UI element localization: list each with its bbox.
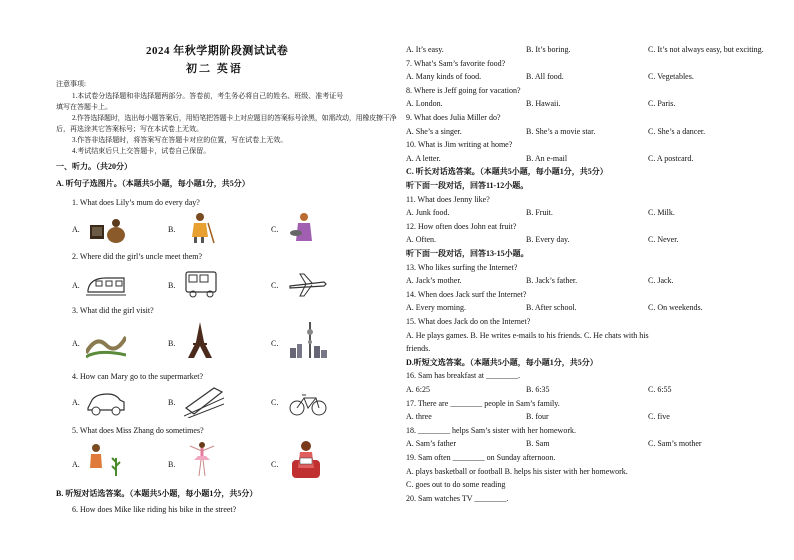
question-text: friends. (406, 344, 431, 354)
option-c: C. Never. (648, 235, 679, 245)
option-b: B. After school. (526, 303, 577, 313)
question-text: 9. What does Julia Miller do? (406, 113, 501, 122)
cooking-woman-icon (286, 211, 326, 245)
section-heading: 听下面一段对话，回答13-15小题。 (406, 249, 529, 258)
option-a: A. Sam’s father (406, 439, 456, 449)
question-text: 8. Where is Jeff going for vacation? (406, 85, 521, 95)
option-a: A. Many kinds of food. (406, 72, 482, 82)
bus-icon (182, 266, 222, 300)
watering-plants-icon (86, 442, 126, 476)
question-text: 17. There are ________ people in Sam’s family. (406, 398, 560, 408)
option-a: A. (72, 460, 80, 469)
option-c: C. Sam’s mother (648, 439, 702, 449)
option-a: A. A letter. (406, 153, 441, 163)
option-c: C. Vegetables. (648, 72, 694, 82)
cleaning-woman-icon (184, 211, 224, 245)
question-text: 19. Sam often ________ on Sunday afternoon. (406, 453, 556, 462)
section-heading: D.听短文选答案。（本题共5小题，每小题1分，共5分） (406, 357, 598, 367)
option-a: A. (72, 225, 80, 234)
option-b: B. It’s boring. (526, 45, 571, 54)
option-b: B. (168, 398, 176, 407)
question-3: 3. What did the girl visit? (72, 306, 154, 315)
option-c: C. (271, 281, 279, 290)
option-b: B. Every day. (526, 235, 570, 245)
option-c: C. She’s a dancer. (648, 126, 706, 136)
option-b: B. (168, 281, 176, 290)
option-b: B. Hawaii. (526, 99, 561, 109)
question-2: 2. Where did the girl’s uncle meet them? (72, 252, 203, 261)
section-heading: 听下面一段对话，回答11-12小题。 (406, 181, 529, 190)
question-text: 12. How often does John eat fruit? (406, 221, 517, 231)
section-heading: C. 听长对话选答案。（本题共5小题，每小题1分，共5分） (406, 167, 608, 177)
option-b: B. Fruit. (526, 208, 553, 218)
reading-woman-icon (286, 438, 326, 472)
note-line: 4.考试结束后只上交答题卡，试卷自己保留。 (72, 147, 211, 155)
option-b: B. 6:35 (526, 385, 550, 394)
airplane-icon (288, 268, 328, 302)
option-a: A. 6:25 (406, 385, 430, 394)
part-b-heading: B. 听短对话选答案。（本题共5小题，每小题1分，共5分） (56, 489, 258, 498)
option-c: C. (271, 460, 279, 469)
question-text: 18. ________ helps Sam’s sister with her homework. (406, 425, 576, 435)
question-text: 13. Who likes surfing the Internet? (406, 262, 518, 272)
question-text: 20. Sam watches TV ________. (406, 493, 509, 503)
high-speed-train-icon (184, 384, 224, 418)
train-icon (86, 268, 126, 302)
option-b: B. Jack’s father. (526, 276, 578, 286)
option-b: B. (168, 225, 176, 234)
option-a: A. It’s easy. (406, 45, 444, 54)
option-b: B. (168, 339, 176, 348)
option-a: A. She’s a singer. (406, 126, 462, 136)
option-c: C. On weekends. (648, 303, 703, 313)
question-text: 7. What’s Sam’s favorite food? (406, 58, 506, 68)
question-text: 16. Sam has breakfast at ________. (406, 371, 520, 381)
great-wall-icon (86, 325, 126, 359)
option-b: B. She’s a movie star. (526, 126, 596, 136)
option-c: C. A postcard. (648, 153, 694, 163)
option-a: A. London. (406, 99, 443, 109)
option-a: A. three (406, 412, 432, 422)
option-b: B. (168, 460, 176, 469)
note-line: 3.作答非选择题时，将答案写在答题卡对应的位置，写在试卷上无效。 (72, 136, 288, 144)
option-c: C. Milk. (648, 208, 675, 218)
option-a: A. (72, 398, 80, 407)
question-text: 11. What does Jenny like? (406, 194, 490, 204)
bicycle-icon (288, 386, 328, 420)
option-c: C. It’s not always easy, but exciting. (648, 45, 764, 54)
option-c: C. (271, 339, 279, 348)
question-text: 14. When does Jack surf the Internet? (406, 289, 527, 299)
option-c: C. Jack. (648, 276, 674, 286)
option-a: A. Every morning. (406, 303, 466, 313)
note-line: 填写在答题卡上。 (56, 103, 112, 111)
option-b: B. four (526, 412, 549, 422)
question-4: 4. How can Mary go to the supermarket? (72, 372, 204, 381)
option-a: A. Often. (406, 235, 436, 245)
option-a: A. Jack’s mother. (406, 276, 462, 286)
part-a-heading: A. 听句子选图片。（本题共5小题，每小题1分，共5分） (56, 179, 250, 188)
question-text: A. plays basketball or football B. helps his sister with her homework. (406, 466, 628, 476)
option-c: C. (271, 398, 279, 407)
question-5: 5. What does Miss Zhang do sometimes? (72, 426, 204, 435)
option-b: B. Sam (526, 439, 550, 449)
option-c: C. Paris. (648, 99, 676, 109)
car-icon (86, 386, 126, 420)
question-1: 1. What does Lily’s mum do every day? (72, 198, 200, 207)
question-text: 15. What does Jack do on the Internet? (406, 317, 531, 326)
note-line: 1.本试卷分选择题和非选择题两部分。答卷前，考生务必将自己的姓名、班级、准考证号 (72, 92, 344, 100)
option-c: C. 6:55 (648, 385, 672, 394)
page-title: 2024 年秋学期阶段测试试卷 (146, 45, 289, 57)
question-text: 10. What is Jim writing at home? (406, 140, 513, 150)
question-6: 6. How does Mike like riding his bike in the street? (72, 505, 237, 514)
option-b: B. All food. (526, 72, 564, 82)
option-a: A. Junk food. (406, 208, 450, 218)
option-a: A. (72, 281, 80, 290)
notes-heading: 注意事项: (56, 80, 86, 88)
city-skyline-icon (288, 320, 328, 354)
ballet-dancer-icon (182, 440, 222, 474)
option-b: B. An e-mail (526, 153, 568, 163)
note-line: 后，再选涂其它答案标号；写在本试卷上无效。 (56, 125, 203, 133)
option-c: C. five (648, 412, 670, 422)
option-c: C. (271, 225, 279, 234)
note-line: 2.作答选择题时，选出每小题答案后，用铅笔把答题卡上对应题目的答案标号涂黑，如需改动，用橡皮擦干净 (72, 114, 397, 122)
tv-couch-icon (88, 213, 128, 247)
section-heading: 一、听力。（共20分） (56, 162, 132, 171)
page-subtitle: 初二 英语 (186, 63, 243, 75)
eiffel-tower-icon (180, 322, 220, 356)
option-a: A. (72, 339, 80, 348)
question-text: C. goes out to do some reading (406, 480, 506, 490)
question-text: A. He plays games. B. He writes e-mails to his friends. C. He chats with his (406, 330, 649, 340)
